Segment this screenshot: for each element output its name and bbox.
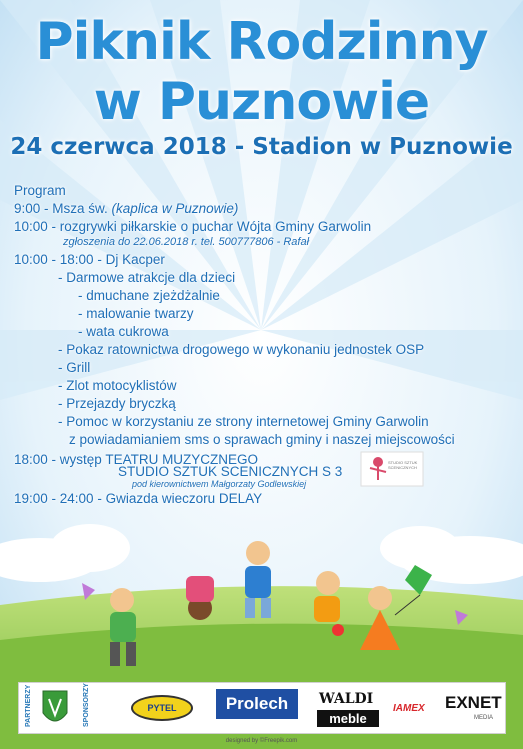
meble-logo: meble [317,710,379,727]
program-line: - Przejazdy bryczką [58,396,176,411]
program-line: 10:00 - rozgrywki piłkarskie o puchar Wójta Gminy Garwolin [14,219,372,234]
program-line: - Zlot motocyklistów [58,378,177,393]
program-line: - Pokaz ratownictwa drogowego w wykonaniu jednostek OSP [58,342,425,357]
program-note: zgłoszenia do 22.06.2018 r. tel. 500777806 - Rafał [63,236,310,248]
iamex-logo: IAMEX [393,703,425,714]
program-line: 18:00 - występ TEATRU MUZYCZNEGO [14,452,259,467]
program-line: - wata cukrowa [78,324,169,339]
program-heading: Program [14,183,66,198]
waldi-logo: WALDI [319,691,374,707]
studio-logo-text: STUDIO SZTUK SCENICZNYCH [388,460,418,470]
program-line: - Darmowe atrakcje dla dzieci [58,270,236,285]
coat-of-arms-icon [41,689,69,729]
program-line: - malowanie twarzy [78,306,194,321]
prolech-logo: Prolech [216,689,298,719]
program-line: - dmuchane zjeżdżalnie [78,288,220,303]
sponsors-label: SPONSORZY [83,683,90,727]
program-line: - Pomoc w korzystaniu ze strony internetowej Gminy Garwolin [58,414,429,429]
credit: designed by ©Freepik.com [225,738,298,744]
exnet-logo: EXNET [445,693,502,712]
program-line: 10:00 - 18:00 - Dj Kacper [14,252,165,267]
pytel-logo: PYTEL [131,695,193,721]
program-line: 19:00 - 24:00 - Gwiazda wieczoru DELAY [14,491,263,506]
partners-label: PARTNERZY [25,684,32,727]
program-line: z powiadamianiem sms o sprawach gminy i naszej miejscowości [69,432,455,447]
program-line: 9:00 - Msza św. (kaplica w Puznowie) [14,201,239,216]
title-line-2: w Puznowie [93,72,430,132]
exnet-media-label: MEDIA [474,715,494,721]
program-line: - Grill [58,360,91,375]
title-line-1: Piknik Rodzinny [35,12,488,72]
program-line: STUDIO SZTUK SCENICZNYCH S 3 [118,464,343,479]
date-line: 24 czerwca 2018 - Stadion w Puznowie [10,134,513,160]
sponsor-strip [18,682,506,734]
program-note: pod kierownictwem Małgorzaty Godlewskiej [132,479,307,489]
